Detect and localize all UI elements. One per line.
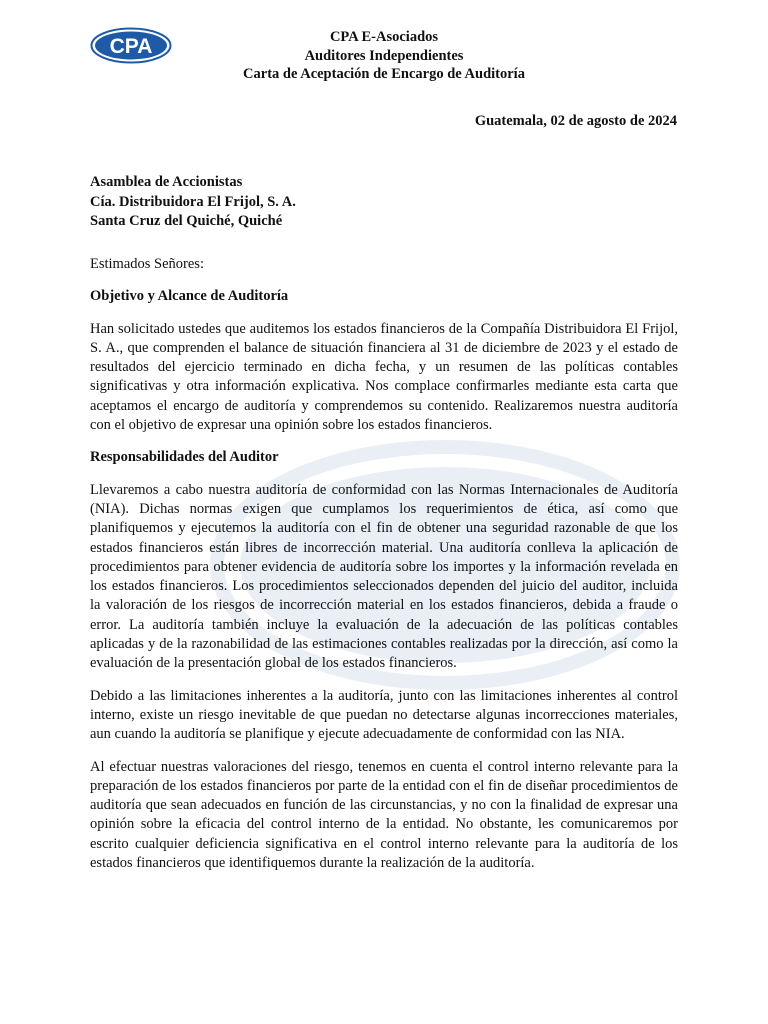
firm-subtitle: Auditores Independientes — [304, 47, 464, 64]
addressee-line: Asamblea de Accionistas — [90, 174, 243, 190]
addressee-block — [90, 173, 296, 232]
paragraph: Llevaremos a cabo nuestra auditoría de conformidad con las Normas Internacionales de Auditoría (NIA). Dichas normas exigen que cumplamos los requerimientos de ética, así como que planifiquemos y ejecutemos la auditoría con el fin de obtener una seguridad razonable de que los estados financieros están libres de incorrección material. Una auditoría conlleva la aplicación de procedimientos para obtener evidencia de auditoría sobre los importes y la información revelada en los estados financieros. Los procedimientos seleccionados dependen del juicio del auditor, incluida la valoración de los riesgos de incorrección material en los estados financieros, debida a fraude o error. La auditoría también incluye la evaluación de la adecuación de las políticas contables aplicadas y de la razonabilidad de las estimaciones contables realizadas por la dirección, así como la evaluación de la presentación global de los estados financieros. — [90, 481, 678, 672]
firm-name: CPA E-Asociados — [329, 29, 439, 45]
salutation: Estimados Señores: — [90, 256, 204, 272]
cpa-logo — [90, 27, 172, 64]
paragraph: Debido a las limitaciones inherentes a la auditoría, junto con las limitaciones inherentes al control interno, existe un riesgo inevitable de que puedan no detectarse algunas incorrecciones materiales, aun cuando la auditoría se planifique y ejecute adecuadamente de conformidad con las NIA. — [90, 687, 678, 743]
letterhead — [180, 28, 588, 84]
letter-body — [90, 255, 678, 886]
section-heading-objective: Objetivo y Alcance de Auditoría — [90, 288, 289, 305]
paragraph: Han solicitado ustedes que auditemos los estados financieros de la Compañía Distribuidora El Frijol, S. A., que comprenden el balance de situación financiera al 31 de diciembre de 2023 y el estado de resultados del ejercicio terminado en dicha fecha, y un resumen de las políticas contables significativas y otra información explicativa. Nos complace confirmarles mediante esta carta que aceptamos el encargo de auditoría y comprendemos su contenido. Realizaremos nuestra auditoría con el objetivo de expresar una opinión sobre los estados financieros. — [90, 320, 678, 434]
paragraph: Al efectuar nuestras valoraciones del riesgo, tenemos en cuenta el control interno relevante para la preparación de los estados financieros por parte de la entidad con el fin de diseñar procedimientos de auditoría que sean adecuados en función de las circunstancias, y no con la finalidad de expresar una opinión sobre la eficacia del control interno de la entidad. No obstante, les comunicaremos por escrito cualquier deficiencia significativa en el control interno relevante para la auditoría de los estados financieros que identifiquemos durante la realización de la auditoría. — [90, 758, 678, 872]
addressee-line: Santa Cruz del Quiché, Quiché — [90, 213, 283, 229]
addressee-line: Cía. Distribuidora El Frijol, S. A. — [90, 193, 296, 210]
document-title: Carta de Aceptación de Encargo de Auditoría — [243, 66, 525, 82]
letter-date: Guatemala, 02 de agosto de 2024 — [474, 113, 677, 129]
section-heading-responsibilities: Responsabilidades del Auditor — [90, 449, 279, 466]
logo-text: CPA — [109, 35, 153, 58]
